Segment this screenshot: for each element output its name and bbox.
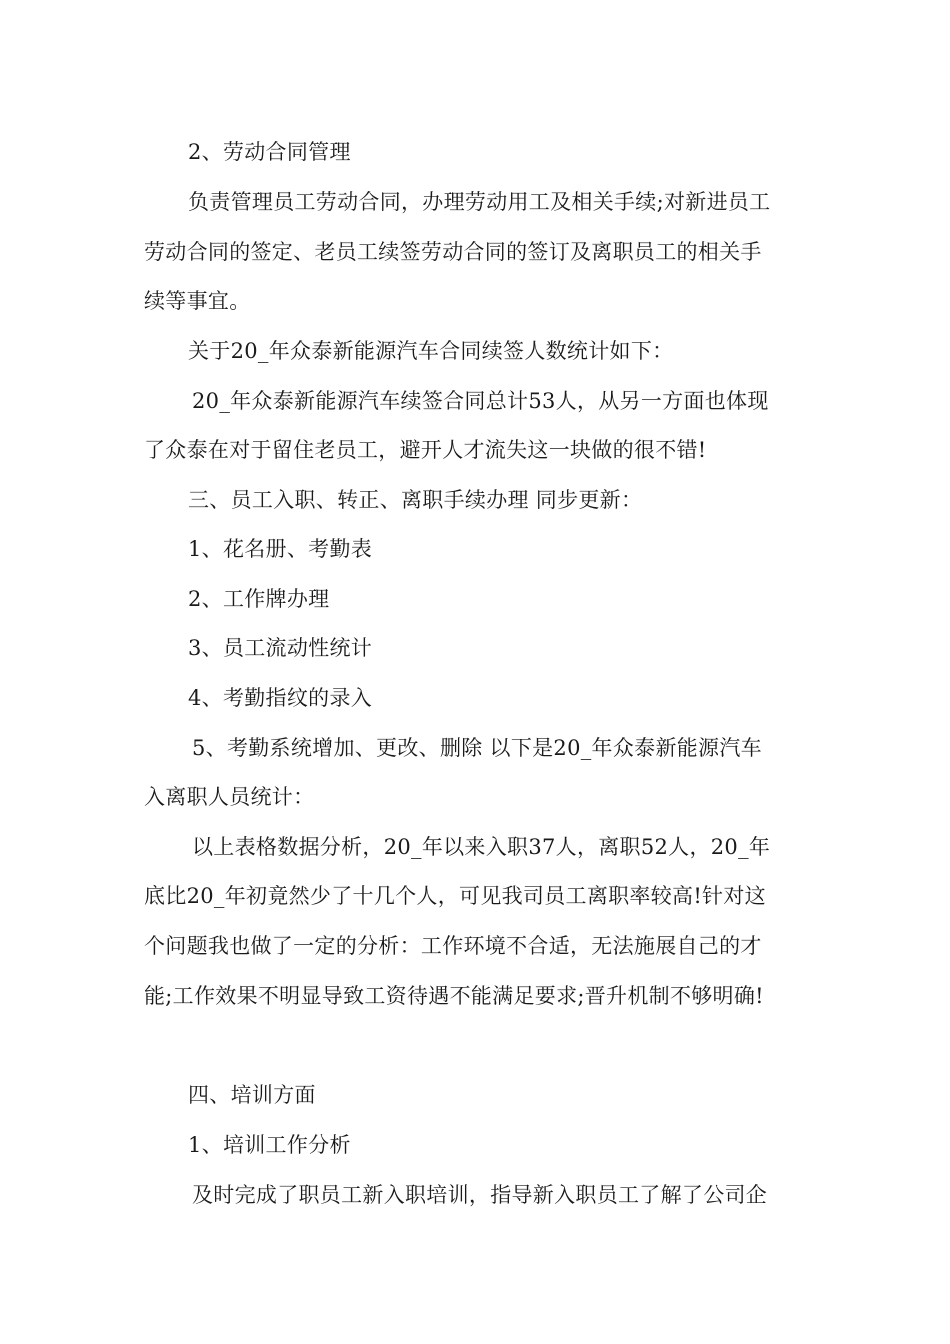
section-heading-onboarding: 三、员工入职、转正、离职手续办理 同步更新： <box>188 488 643 512</box>
section-heading-training: 四、培训方面 <box>188 1083 316 1107</box>
paragraph-line: 续等事宜。 <box>144 289 251 313</box>
list-item: 4、考勤指纹的录入 <box>188 686 373 710</box>
list-item: 2、工作牌办理 <box>188 587 330 611</box>
paragraph-line: 关于20_年众泰新能源汽车合同续签人数统计如下： <box>188 339 674 363</box>
paragraph-line: 及时完成了职员工新入职培训，指导新入职员工了解了公司企 <box>192 1183 768 1207</box>
paragraph-line: 入离职人员统计： <box>144 785 315 809</box>
subsection-heading-training-analysis: 1、培训工作分析 <box>188 1133 351 1157</box>
paragraph-line: 劳动合同的签定、老员工续签劳动合同的签订及离职员工的相关手 <box>144 240 762 264</box>
paragraph-line: 了众泰在对于留住老员工，避开人才流失这一块做的很不错! <box>144 438 707 462</box>
paragraph-line: 能;工作效果不明显导致工资待遇不能满足要求;晋升机制不够明确! <box>144 984 764 1008</box>
paragraph-line: 底比20_年初竟然少了十几个人，可见我司员工离职率较高!针对这 <box>144 884 766 908</box>
paragraph-line: 负责管理员工劳动合同，办理劳动用工及相关手续;对新进员工 <box>188 190 771 214</box>
list-item: 3、员工流动性统计 <box>188 636 373 660</box>
paragraph-line: 个问题我也做了一定的分析：工作环境不合适，无法施展自己的才 <box>144 934 762 958</box>
section-heading-labor-contract: 2、劳动合同管理 <box>188 140 351 164</box>
paragraph-line: 20_年众泰新能源汽车续签合同总计53人，从另一方面也体现 <box>192 389 769 413</box>
paragraph-line: 以上表格数据分析，20_年以来入职37人，离职52人，20_年 <box>192 835 771 859</box>
list-item: 5、考勤系统增加、更改、删除 以下是20_年众泰新能源汽车 <box>192 736 762 760</box>
list-item: 1、花名册、考勤表 <box>188 537 373 561</box>
